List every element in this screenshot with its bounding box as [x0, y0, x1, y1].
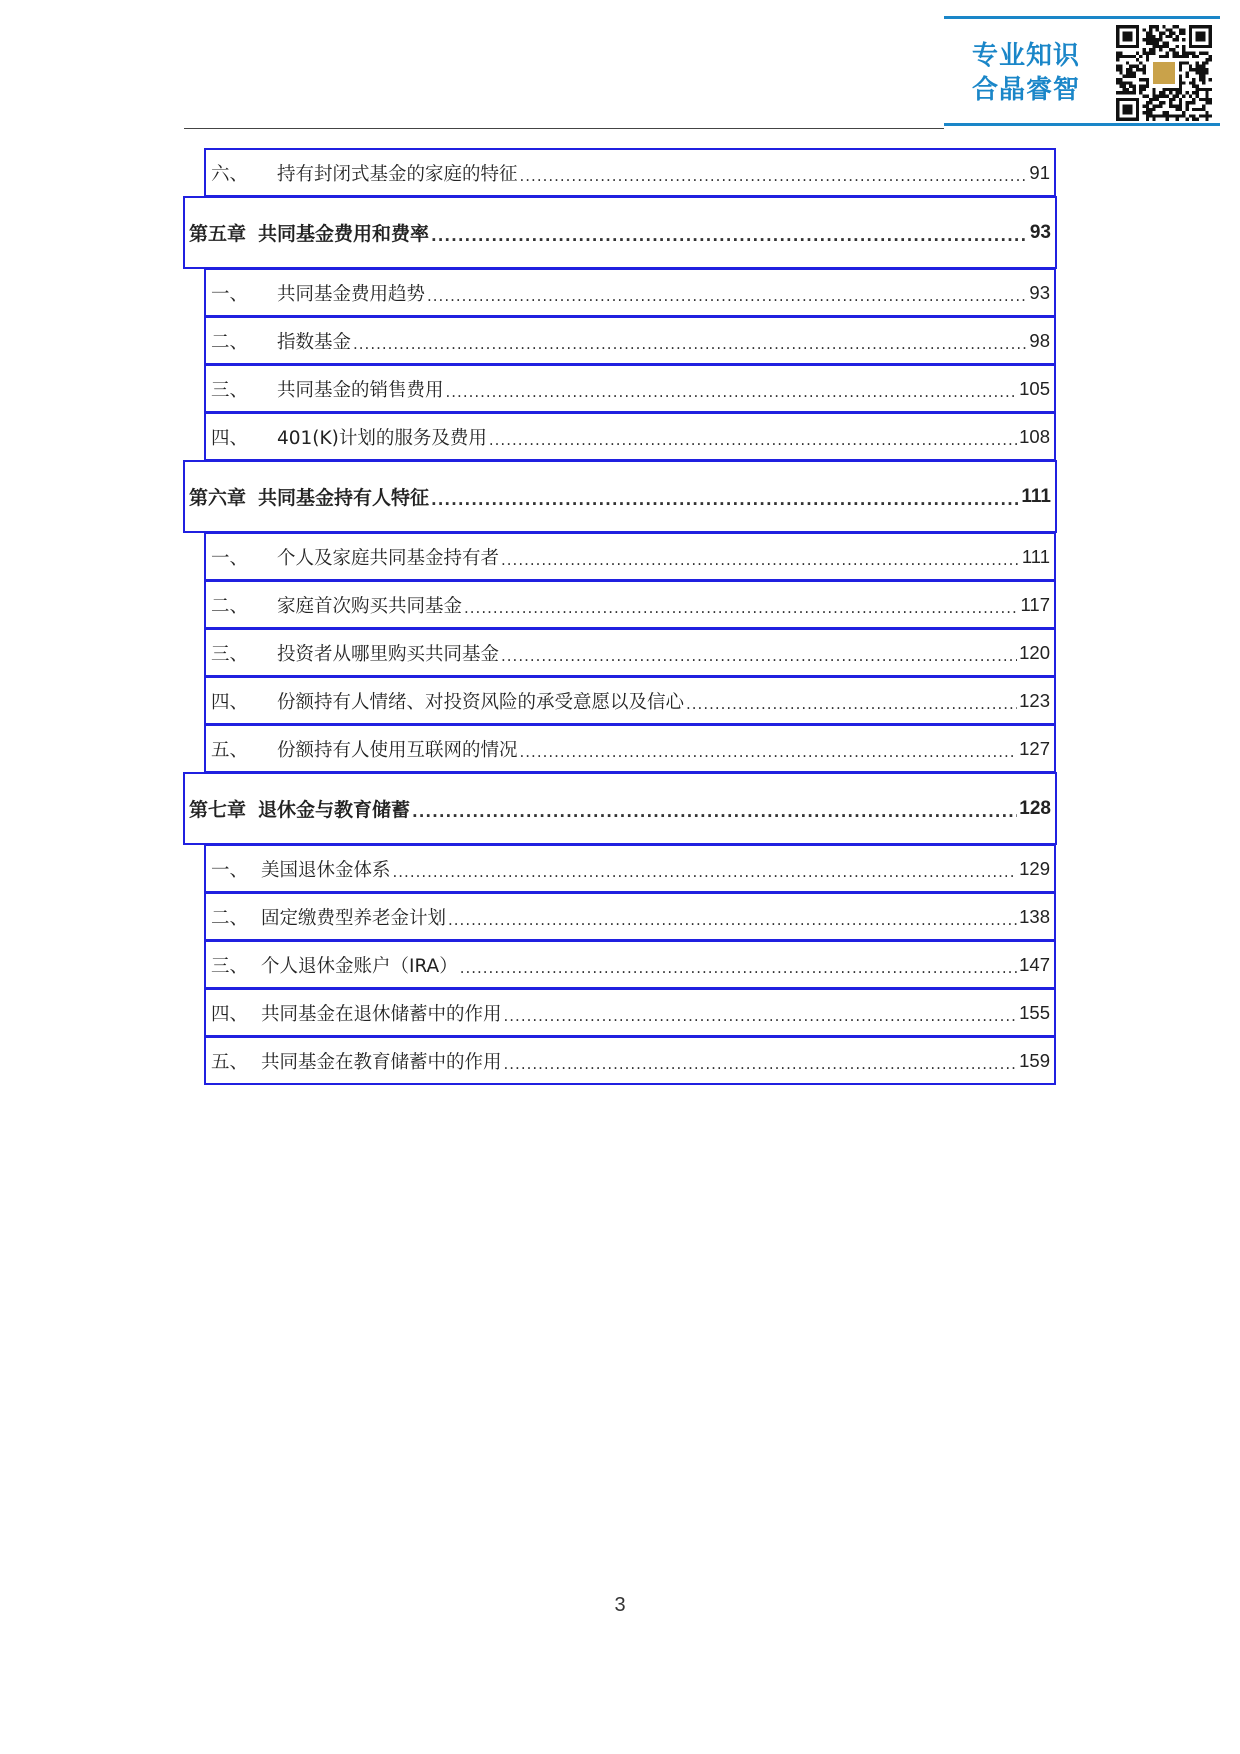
toc-entry-page: 155 — [1019, 1001, 1050, 1023]
toc-entry-page: 111 — [1021, 485, 1051, 507]
toc-entry-title: 共同基金费用和费率 — [258, 223, 430, 245]
toc-entry-page: 93 — [1029, 281, 1050, 303]
toc-section-row[interactable] — [204, 268, 1056, 317]
toc-entry-page: 117 — [1020, 593, 1050, 615]
toc-section-row[interactable] — [204, 676, 1056, 725]
toc-section-row[interactable] — [204, 580, 1056, 629]
toc-dot-leader — [489, 431, 1017, 449]
toc-entry-number: 四、 — [211, 691, 249, 713]
toc-entry-number: 三、 — [211, 955, 249, 977]
toc-entry-number: 二、 — [211, 331, 249, 353]
toc-entry-title: 家庭首次购买共同基金 — [277, 595, 463, 617]
toc-dot-leader — [431, 227, 1028, 245]
toc-entry-page: 127 — [1019, 737, 1050, 759]
toc-entry-title: 指数基金 — [277, 331, 352, 353]
toc-section-row[interactable] — [204, 844, 1056, 893]
toc-entry-title: 共同基金在教育储蓄中的作用 — [261, 1051, 502, 1073]
toc-dot-leader — [504, 1007, 1018, 1025]
qr-code-icon — [1116, 25, 1212, 121]
toc-entry-page: 120 — [1019, 641, 1050, 663]
toc-entry-title: 美国退休金体系 — [261, 859, 391, 881]
toc-dot-leader — [501, 647, 1017, 665]
toc-section-row[interactable] — [204, 892, 1056, 941]
toc-entry-number: 一、 — [211, 547, 249, 569]
toc-section-row[interactable] — [204, 532, 1056, 581]
toc-entry-title: 共同基金的销售费用 — [277, 379, 444, 401]
toc-dot-leader — [446, 383, 1018, 401]
toc-entry-number: 六、 — [211, 163, 249, 185]
brand-line-2: 合晶睿智 — [971, 75, 1080, 105]
toc-entry-page: 93 — [1029, 221, 1051, 243]
brand-banner — [944, 16, 1220, 126]
toc-entry-page: 129 — [1019, 857, 1050, 879]
brand-line-1: 专业知识 — [971, 41, 1080, 71]
toc-entry-number: 五、 — [211, 1051, 249, 1073]
toc-entry-title: 共同基金在退休储蓄中的作用 — [261, 1003, 502, 1025]
toc-entry-number: 第五章 — [189, 223, 247, 245]
toc-entry-title: 退休金与教育储蓄 — [258, 799, 411, 821]
toc-entry-title: 投资者从哪里购买共同基金 — [277, 643, 500, 665]
toc-section-row[interactable] — [204, 1036, 1056, 1085]
toc-entry-number: 第七章 — [189, 799, 247, 821]
toc-entry-number: 一、 — [211, 859, 249, 881]
toc-chapter-row[interactable] — [183, 772, 1057, 845]
toc-dot-leader — [448, 911, 1017, 929]
toc-entry-number: 一、 — [211, 283, 249, 305]
toc-dot-leader — [686, 695, 1017, 713]
toc-entry-number: 二、 — [211, 907, 249, 929]
toc-section-row[interactable] — [204, 148, 1056, 197]
toc-entry-page: 91 — [1029, 161, 1050, 183]
toc-entry-page: 159 — [1019, 1049, 1050, 1071]
toc-entry-title: 个人及家庭共同基金持有者 — [277, 547, 500, 569]
toc-dot-leader — [520, 167, 1028, 185]
toc-entry-title: 份额持有人使用互联网的情况 — [277, 739, 518, 761]
toc-dot-leader — [353, 335, 1027, 353]
toc-chapter-row[interactable] — [183, 460, 1057, 533]
toc-chapter-row[interactable] — [183, 196, 1057, 269]
toc-entry-title: 份额持有人情绪、对投资风险的承受意愿以及信心 — [277, 691, 685, 713]
toc-entry-title: 固定缴费型养老金计划 — [261, 907, 447, 929]
toc-dot-leader — [460, 959, 1017, 977]
toc-entry-number: 二、 — [211, 595, 249, 617]
toc-dot-leader — [431, 491, 1019, 509]
toc-section-row[interactable] — [204, 316, 1056, 365]
toc-entry-page: 108 — [1019, 425, 1050, 447]
toc-entry-title: 共同基金持有人特征 — [258, 487, 430, 509]
toc-section-row[interactable] — [204, 940, 1056, 989]
toc-entry-page: 123 — [1019, 689, 1050, 711]
toc-dot-leader — [520, 743, 1018, 761]
toc-entry-page: 138 — [1019, 905, 1050, 927]
header-rule — [184, 128, 944, 129]
toc-entry-page: 105 — [1019, 377, 1050, 399]
toc-dot-leader — [504, 1055, 1018, 1073]
toc-dot-leader — [427, 287, 1027, 305]
toc-entry-title: 个人退休金账户（IRA） — [261, 955, 458, 977]
toc-entry-page: 147 — [1019, 953, 1050, 975]
toc-dot-leader — [412, 803, 1017, 821]
toc-section-row[interactable] — [204, 412, 1056, 461]
toc-section-row[interactable] — [204, 628, 1056, 677]
toc-section-row[interactable] — [204, 364, 1056, 413]
toc-entry-number: 四、 — [211, 1003, 249, 1025]
toc-entry-number: 四、 — [211, 427, 249, 449]
toc-entry-number: 三、 — [211, 379, 249, 401]
toc-section-row[interactable] — [204, 724, 1056, 773]
toc-entry-title: 持有封闭式基金的家庭的特征 — [277, 163, 518, 185]
toc-entry-title: 共同基金费用趋势 — [277, 283, 426, 305]
toc-entry-page: 98 — [1029, 329, 1050, 351]
toc-entry-page: 128 — [1019, 797, 1051, 819]
toc-entry-number: 五、 — [211, 739, 249, 761]
toc-section-row[interactable] — [204, 988, 1056, 1037]
toc-dot-leader — [501, 551, 1020, 569]
toc-entry-title: 401(K)计划的服务及费用 — [277, 427, 487, 449]
toc-entry-page: 111 — [1021, 545, 1050, 567]
toc-dot-leader — [393, 863, 1018, 881]
brand-slogan — [966, 39, 1086, 107]
toc-entry-number: 三、 — [211, 643, 249, 665]
toc-dot-leader — [464, 599, 1018, 617]
page-number: 3 — [614, 1594, 626, 1616]
toc-entry-number: 第六章 — [189, 487, 247, 509]
